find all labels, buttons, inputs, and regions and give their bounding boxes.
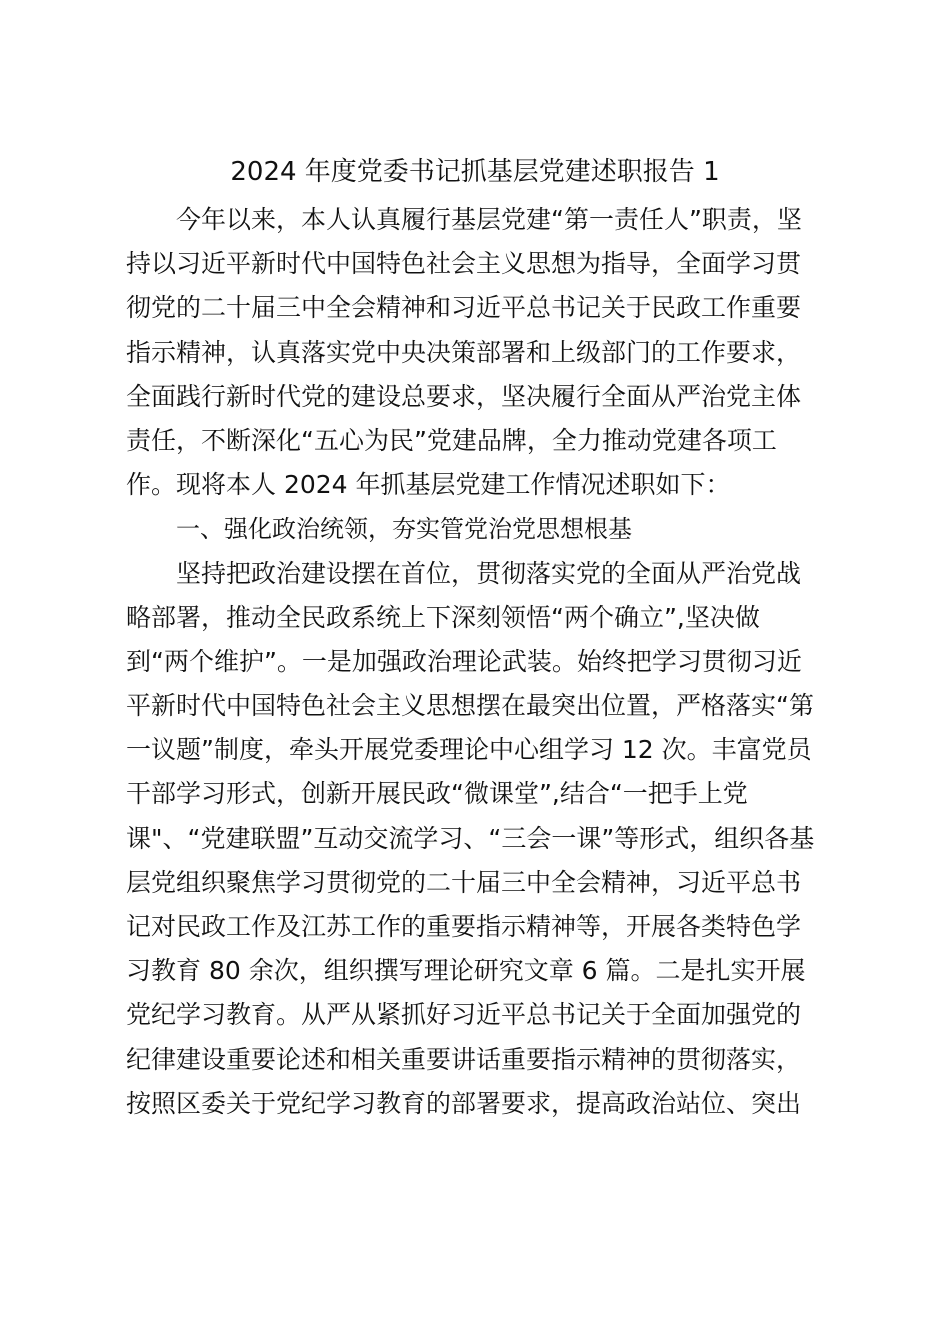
paragraph-line: 略部署，推动全民政系统上下深刻领悟“两个确立”,坚决做 — [126, 602, 760, 632]
paragraph-line: 一议题”制度，牵头开展党委理论中心组学习 12 次。丰富党员 — [126, 735, 812, 765]
paragraph-line: 全面践行新时代党的建设总要求，坚决履行全面从严治党主体 — [126, 381, 802, 411]
paragraph-line: 干部学习形式，创新开展民政“微课堂”,结合“一把手上党 — [126, 779, 748, 809]
paragraph-line: 指示精神，认真落实党中央决策部署和上级部门的工作要求， — [126, 337, 802, 367]
paragraph-line: 今年以来，本人认真履行基层党建“第一责任人”职责，坚 — [176, 205, 802, 234]
paragraph-line: 层党组织聚焦学习贯彻党的二十届三中全会精神，习近平总书 — [126, 867, 802, 897]
paragraph-line: 持以习近平新时代中国特色社会主义思想为指导，全面学习贯 — [126, 249, 802, 279]
paragraph-line: 彻党的二十届三中全会精神和习近平总书记关于民政工作重要 — [126, 293, 802, 323]
paragraph-line: 坚持把政治建设摆在首位，贯彻落实党的全面从严治党战 — [176, 558, 802, 588]
document-title: 2024 年度党委书记抓基层党建述职报告 1 — [230, 157, 720, 187]
paragraph-line: 纪律建设重要论述和相关重要讲话重要指示精神的贯彻落实， — [126, 1044, 802, 1074]
section-heading: 一、强化政治统领，夯实管党治党思想根基 — [176, 515, 632, 544]
paragraph-line: 作。现将本人 2024 年抓基层党建工作情况述职如下： — [126, 470, 731, 500]
paragraph-line: 责任，不断深化“五心为民”党建品牌，全力推动党建各项工 — [126, 425, 777, 455]
paragraph-line: 党纪学习教育。从严从紧抓好习近平总书记关于全面加强党的 — [126, 1000, 802, 1030]
paragraph-line: 到“两个维护”。一是加强政治理论武装。始终把学习贯彻习近 — [126, 646, 802, 676]
paragraph-line: 按照区委关于党纪学习教育的部署要求，提高政治站位、突出 — [126, 1088, 802, 1118]
paragraph-line: 习教育 80 余次，组织撰写理论研究文章 6 篇。二是扎实开展 — [126, 956, 806, 986]
paragraph-line: 课"、“党建联盟”互动交流学习、“三会一课”等形式，组织各基 — [126, 823, 815, 853]
paragraph-line: 记对民政工作及江苏工作的重要指示精神等，开展各类特色学 — [126, 912, 802, 941]
document-body — [126, 198, 836, 1126]
paragraph-line: 平新时代中国特色社会主义思想摆在最突出位置，严格落实“第 — [126, 691, 814, 721]
